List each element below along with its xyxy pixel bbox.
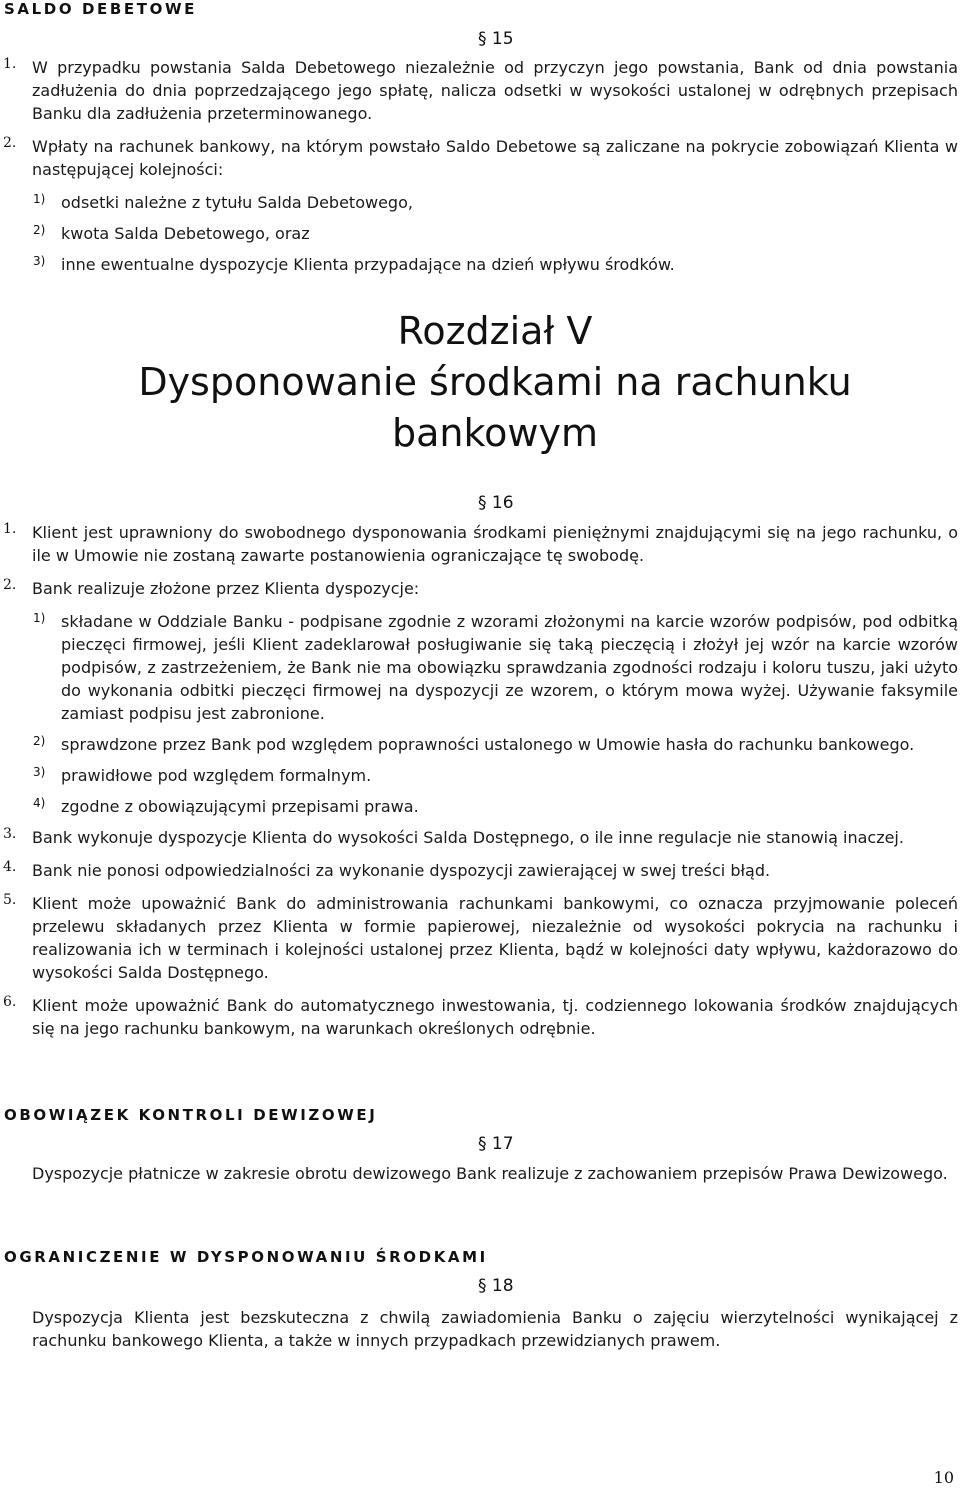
sub-list-item (0, 222, 958, 245)
item-text: Bank realizuje złożone przez Klienta dyspozycje: (32, 579, 420, 598)
sub-item-text: zgodne z obowiązującymi przepisami prawa. (61, 797, 419, 816)
sub-list-item (0, 191, 958, 214)
list-item (0, 56, 958, 125)
paragraph-15-body (0, 56, 958, 284)
item-text: W przypadku powstania Salda Debetowego niezależnie od przyczyn jego powstania, Bank od dnia powstania zadłużenia do dnia poprzedzającego jego spłatę, nalicza odsetki w wysokości ustalonej w odrębnych przepisach Banku dla zadłużenia przeterminowanego. (32, 58, 958, 123)
chapter-number: Rozdział V (397, 309, 593, 353)
item-number: 3. (3, 826, 17, 842)
sub-item-number: 2) (33, 223, 46, 237)
chapter-title-line: bankowym (392, 411, 598, 455)
sub-item-text: kwota Salda Debetowego, oraz (61, 224, 310, 243)
list-item (0, 994, 958, 1040)
item-number: 5. (3, 892, 17, 908)
sub-item-text: odsetki należne z tytułu Salda Debetowego, (61, 193, 413, 212)
sub-item-number: 1) (33, 192, 46, 206)
sub-list-item (0, 253, 958, 276)
sub-item-number: 2) (33, 734, 46, 748)
sub-item-text: sprawdzone przez Bank pod względem poprawności ustalonego w Umowie hasła do rachunku bankowego. (61, 735, 915, 754)
sub-item-number: 4) (33, 796, 46, 810)
item-text: Bank nie ponosi odpowiedzialności za wykonanie dyspozycji zawierającej w swej treści błąd. (32, 861, 771, 880)
section-heading-ograniczenie-w-dysponowaniu: OGRANICZENIE W DYSPONOWANIU ŚRODKAMI (4, 1248, 488, 1266)
list-item (0, 859, 958, 882)
paragraph-mark-16: § 16 (478, 493, 514, 513)
sub-item-number: 1) (33, 611, 46, 625)
item-number: 1. (3, 521, 17, 537)
sub-list-item (0, 795, 958, 818)
sub-item-text: prawidłowe pod względem formalnym. (61, 766, 372, 785)
page-number: 10 (933, 1468, 954, 1487)
sub-item-number: 3) (33, 254, 46, 268)
item-number: 2. (3, 577, 17, 593)
item-text: Klient jest uprawniony do swobodnego dysponowania środkami pieniężnymi znajdującymi się na jego rachunku, o ile w Umowie nie zostaną zawarte postanowienia ograniczające tę swobodę. (32, 523, 958, 565)
paragraph-17-text: Dyspozycje płatnicze w zakresie obrotu dewizowego Bank realizuje z zachowaniem przepisów Prawa Dewizowego. (32, 1164, 948, 1183)
sub-item-text: składane w Oddziale Banku - podpisane zgodnie z wzorami złożonymi na karcie wzorów podpisów, pod odbitką pieczęci firmowej, jeśli Klient zadeklarował posługiwanie się taką pieczęcią i złożył jej wzór na karcie wzorów podpisów, z zastrzeżeniem, że Bank nie ma obowiązku sprawdzania zgodności rodzaju i koloru tuszu, jaki użyto do wykonania odbitki pieczęci firmowej na dyspozycji ze wzorem, o którym mowa wyżej. Używanie faksymile zamiast podpisu jest zabronione. (61, 612, 958, 723)
list-item (0, 826, 958, 849)
sub-list-item (0, 764, 958, 787)
list-item (0, 892, 958, 984)
item-number: 6. (3, 994, 17, 1010)
item-number: 1. (3, 56, 17, 72)
paragraph-16-body (0, 521, 958, 1050)
item-text: Bank wykonuje dyspozycje Klienta do wysokości Salda Dostępnego, o ile inne regulacje nie stanowią inaczej. (32, 828, 904, 847)
list-item (0, 521, 958, 567)
list-item (0, 577, 958, 600)
sub-item-text: inne ewentualne dyspozycje Klienta przypadające na dzień wpływu środków. (61, 255, 675, 274)
sub-item-number: 3) (33, 765, 46, 779)
item-text: Klient może upoważnić Bank do automatycznego inwestowania, tj. codziennego lokowania środków znajdujących się na jego rachunku bankowym, na warunkach określonych odrębnie. (32, 996, 958, 1038)
sub-list-item (0, 610, 958, 725)
paragraph-mark-18: § 18 (478, 1276, 514, 1296)
paragraph-mark-15: § 15 (478, 29, 514, 49)
sub-list-item (0, 733, 958, 756)
chapter-title (0, 306, 960, 459)
paragraph-18-text: Dyspozycja Klienta jest bezskuteczna z chwilą zawiadomienia Banku o zajęciu wierzytelności wynikającej z rachunku bankowego Klienta, a także w innych przypadkach przewidzianych prawem. (32, 1308, 958, 1350)
item-number: 4. (3, 859, 17, 875)
list-item (0, 135, 958, 181)
chapter-title-line: Dysponowanie środkami na rachunku (138, 360, 852, 404)
paragraph-mark-17: § 17 (478, 1134, 514, 1154)
section-heading-saldo-debetowe: SALDO DEBETOWE (4, 0, 197, 18)
item-number: 2. (3, 135, 17, 151)
section-heading-obowiazek-kontroli-dewizowej: OBOWIĄZEK KONTROLI DEWIZOWEJ (4, 1106, 378, 1124)
item-text: Klient może upoważnić Bank do administrowania rachunkami bankowymi, co oznacza przyjmowanie poleceń przelewu składanych przez Klienta w formie papierowej, niezależnie od wysokości pokrycia na rachunku i realizowania ich w terminach i kolejności ustalonej przez Klienta, bądź w kolejności daty wpływu, każdorazowo do wysokości Salda Dostępnego. (32, 894, 958, 982)
item-text: Wpłaty na rachunek bankowy, na którym powstało Saldo Debetowe są zaliczane na pokrycie zobowiązań Klienta w następującej kolejności: (32, 137, 958, 179)
